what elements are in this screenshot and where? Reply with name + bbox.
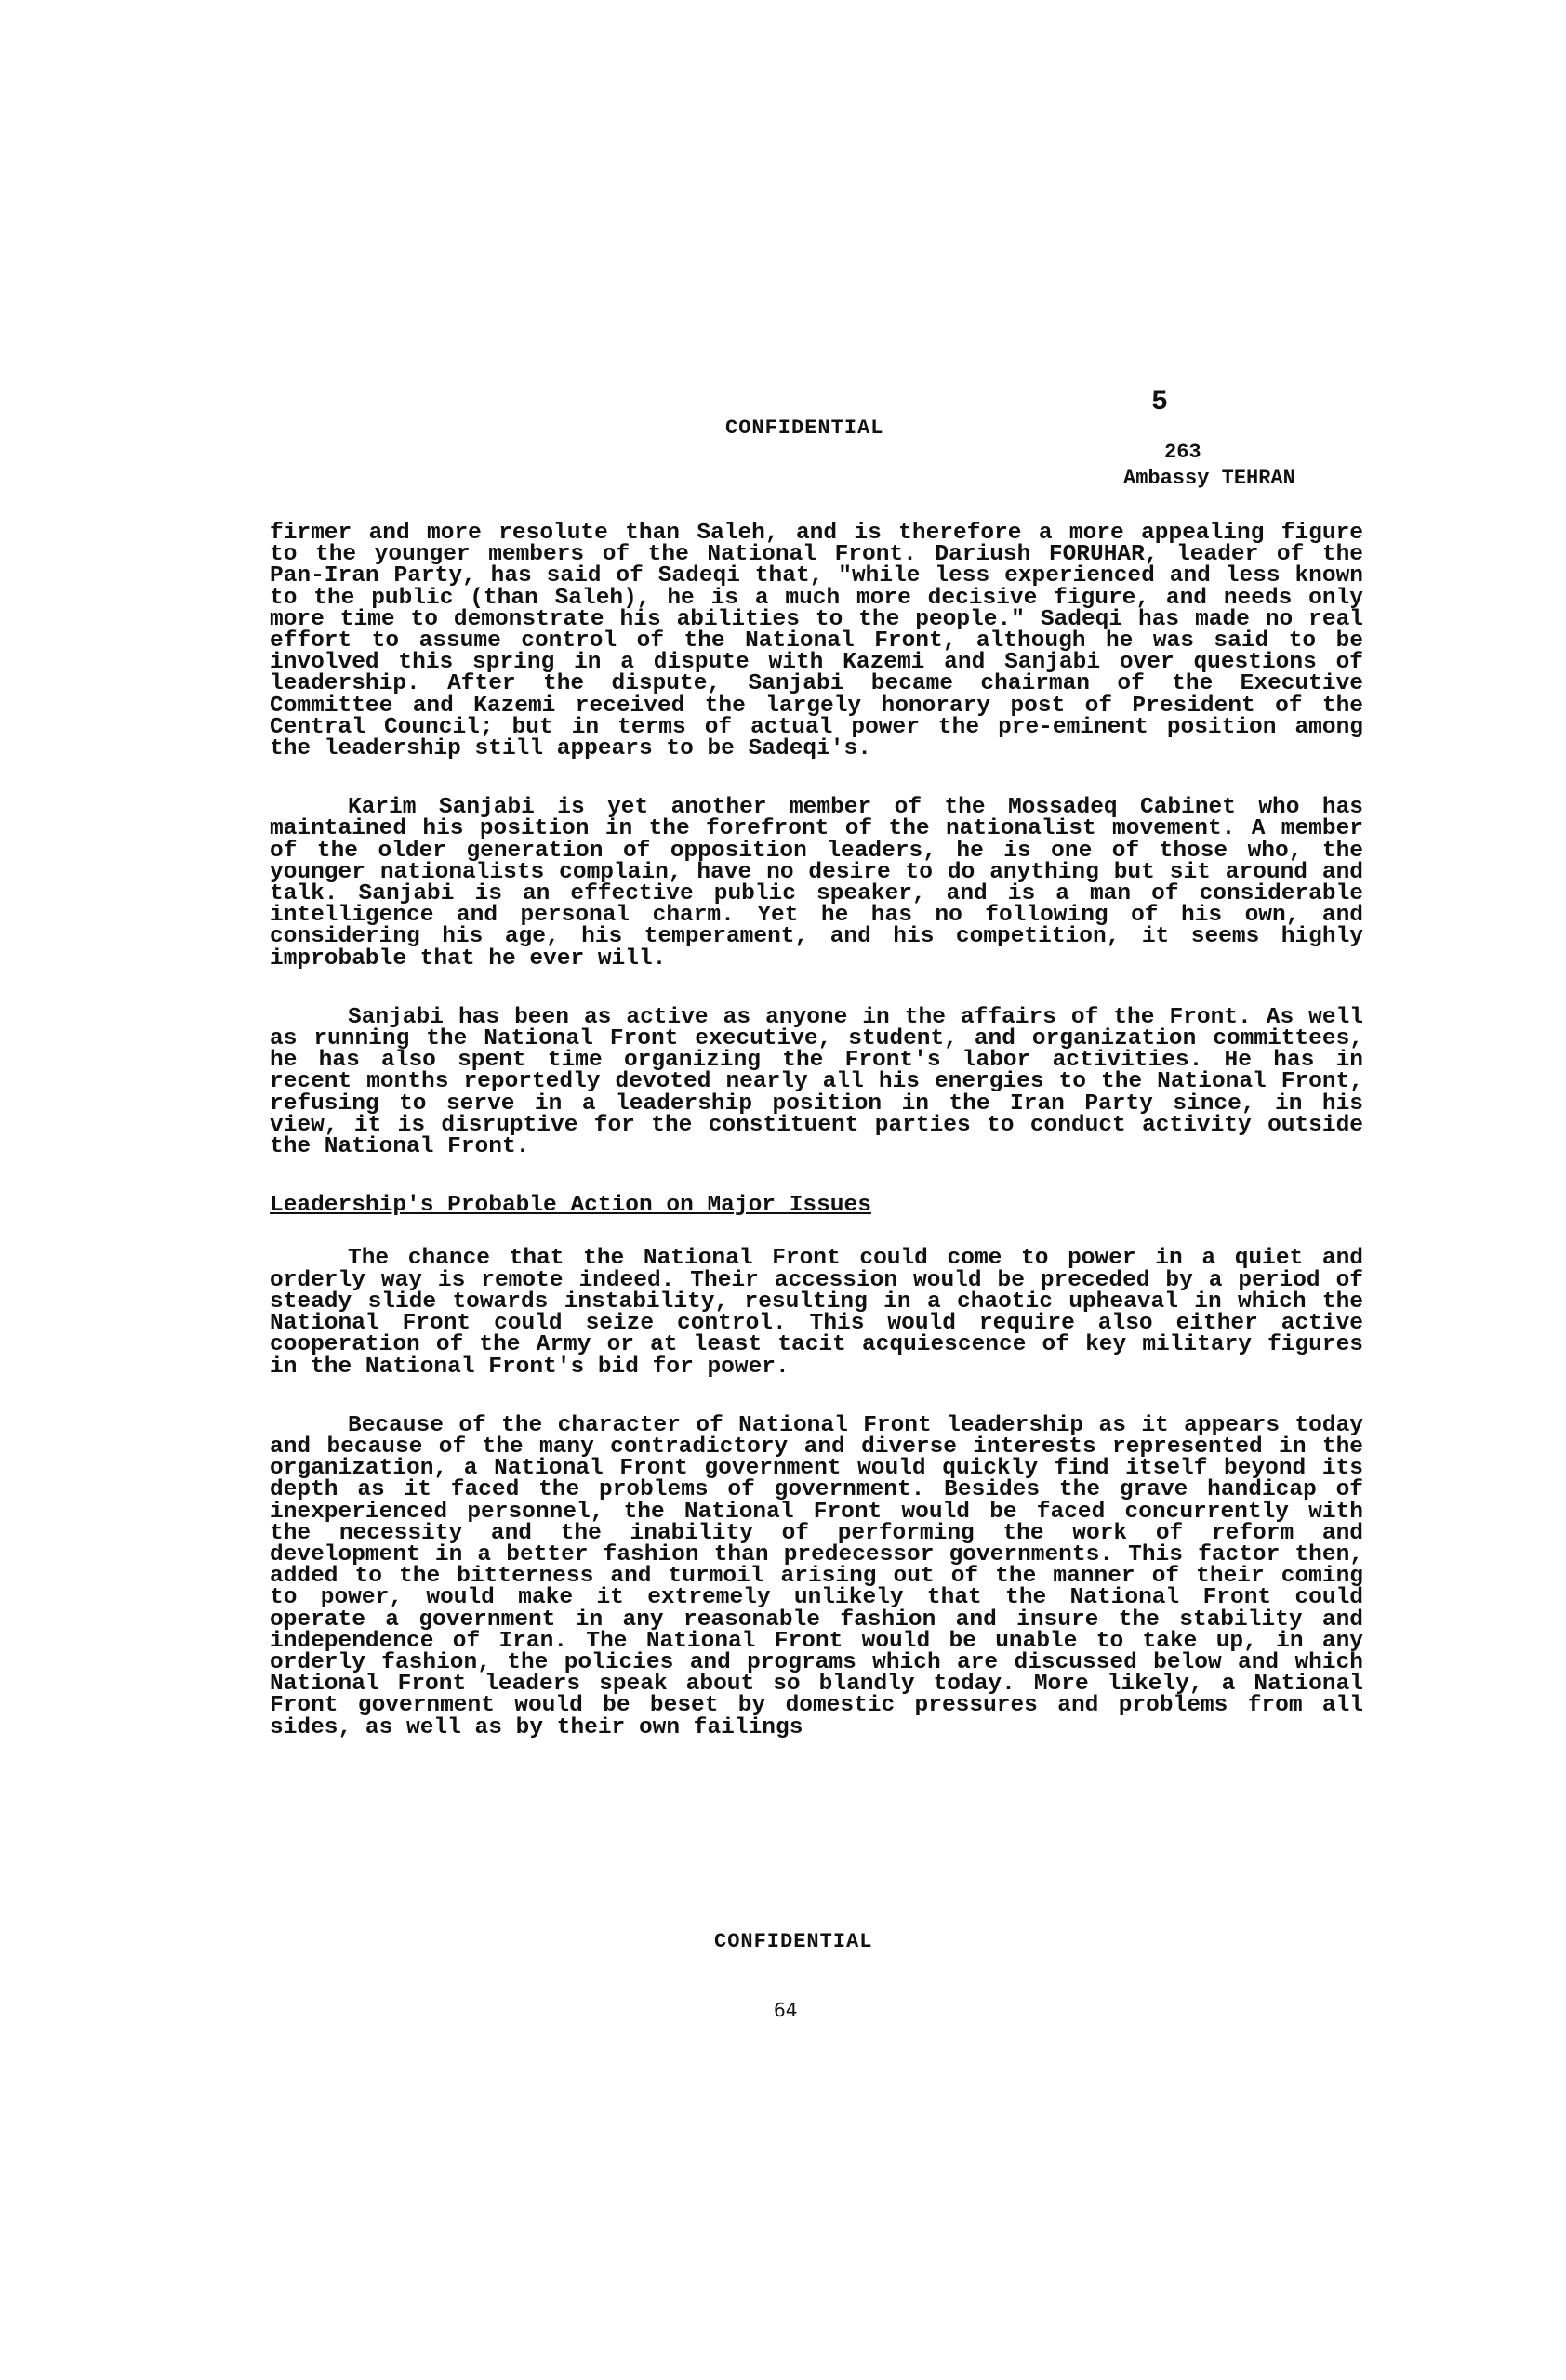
document-number: 263	[1164, 441, 1201, 464]
footer-page-number: 64	[774, 1999, 798, 2021]
header-page-number: 5	[1151, 387, 1169, 418]
paragraph-power-chance: The chance that the National Front could come to power in a quiet and orderly way is remote indeed. Their accession would be preceded by a period of steady slide towards instability, resulting in a chaotic upheaval in which the National Front could seize control. This would require also either active cooperation of the Army or at least tacit acquiescence of key military figures in the National Front's bid for power.	[270, 1246, 1363, 1380]
paragraph-sanjabi-intro: Karim Sanjabi is yet another member of the Mossadeq Cabinet who has maintained his position in the forefront of the nationalist movement. A member of the older generation of opposition leaders, he is one of those who, the younger nationalists complain, have no desire to do anything but sit around and talk. Sanjabi is an effective public speaker, and is a man of considerable intelligence and personal charm. Yet he has no following of his own, and considering his age, his temperament, and his competition, it seems highly improbable that he ever will.	[270, 795, 1363, 972]
document-origin: Ambassy TEHRAN	[1123, 467, 1295, 490]
paragraph-leadership-character: Because of the character of National Front leadership as it appears today and because of the many contradictory and diverse interests represented in the organization, a National Front government would quickly find itself beyond its depth as it faced the problems of government. Besides the grave handicap of inexperienced personnel, the National Front would be faced concurrently with the necessity and the inability of performing the work of reform and development in a better fashion than predecessor governments. This factor then, added to the bitterness and turmoil arising out of the manner of their coming to power, would make it extremely unlikely that the National Front could operate a government in any reasonable fashion and insure the stability and independence of Iran. The National Front would be unable to take up, in any orderly fashion, the policies and programs which are discussed below and which National Front leaders speak about so blandly today. More likely, a National Front government would be beset by domestic pressures and problems from all sides, as well as by their own failings	[270, 1412, 1363, 1740]
section-heading: Leadership's Probable Action on Major Issues	[270, 1193, 871, 1219]
paragraph-continued: firmer and more resolute than Saleh, and is therefore a more appealing figure to the younger members of the National Front. Dariush FORUHAR, leader of the Pan-Iran Party, has said of Sadeqi that, "while less experienced and less known to the public (than Saleh), he is a much more decisive figure, and needs only more time to demonstrate his abilities to the people." Sadeqi has made no real effort to assume control of the National Front, although he was said to be involved this spring in a dispute with Kazemi and Sanjabi over questions of leadership. After the dispute, Sanjabi became chairman of the Executive Committee and Kazemi received the largely honorary post of President of the Central Council; but in terms of actual power the pre-eminent position among the leadership still appears to be Sadeqi's.	[270, 521, 1363, 762]
paragraph-sanjabi-activity: Sanjabi has been as active as anyone in the affairs of the Front. As well as running the National Front executive, student, and organization committees, he has also spent time organizing the Front's labor activities. He has in recent months reportedly devoted nearly all his energies to the National Front, refusing to serve in a leadership position in the Iran Party since, in his view, it is disruptive for the constituent parties to conduct activity outside the National Front.	[270, 1004, 1363, 1160]
document-body	[270, 522, 1363, 1776]
footer-classification-stamp: CONFIDENTIAL	[714, 1930, 873, 1953]
header-classification-stamp: CONFIDENTIAL	[725, 416, 884, 440]
